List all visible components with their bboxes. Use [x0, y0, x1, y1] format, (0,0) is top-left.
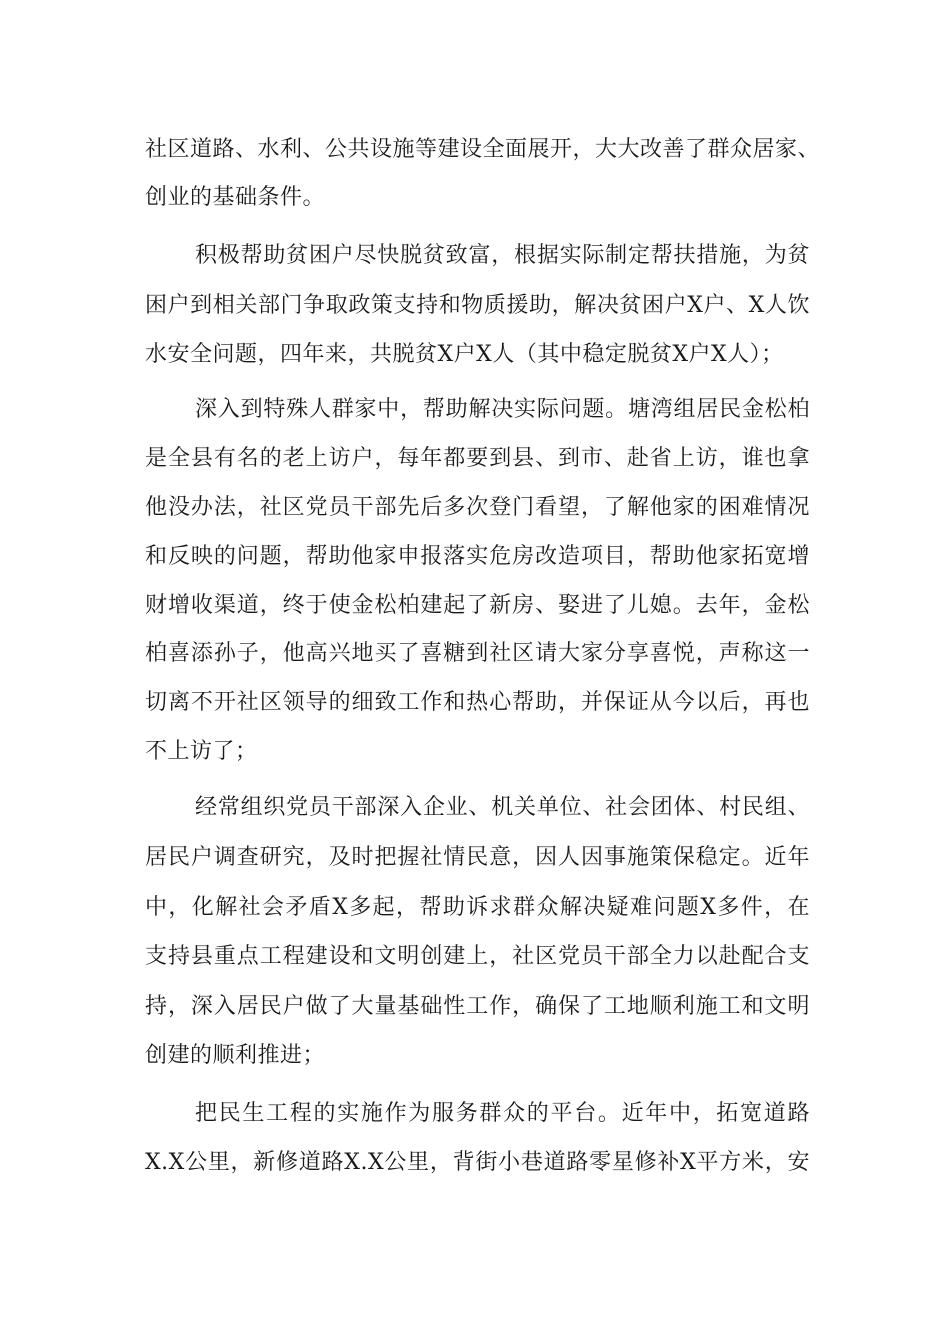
paragraph-first-line: 深入到特殊人群家中，帮助解决实际问题。塘湾组居民金松柏 — [195, 397, 810, 422]
text-line: 社区道路、水利、公共设施等建设全面展开，大大改善了群众居家、 — [145, 137, 821, 162]
text-line: 持，深入居民户做了大量基础性工作，确保了工地顺利施工和文明 — [145, 994, 810, 1019]
text-line: 是全县有名的老上访户，每年都要到县、到市、赴省上访，谁也拿 — [145, 446, 810, 471]
text-line: 水安全问题，四年来，共脱贫X户X人（其中稳定脱贫X户X人）； — [145, 342, 784, 367]
text-line: 他没办法，社区党员干部先后多次登门看望，了解他家的困难情况 — [145, 495, 810, 520]
text-line: 和反映的问题，帮助他家申报落实危房改造项目，帮助他家拓宽增 — [145, 544, 810, 569]
text-line: 切离不开社区领导的细致工作和热心帮助，并保证从今以后，再也 — [145, 690, 810, 715]
text-line: 创建的顺利推进； — [145, 1043, 326, 1068]
text-line: 中，化解社会矛盾X多起，帮助诉求群众解决疑难问题X多件，在 — [145, 895, 810, 920]
text-line: 柏喜添孙子，他高兴地买了喜糖到社区请大家分享喜悦，声称这一 — [145, 641, 810, 666]
text-line: 支持县重点工程建设和文明创建上，社区党员干部全力以赴配合支 — [145, 944, 810, 969]
text-line: 财增收渠道，终于使金松柏建起了新房、娶进了儿媳。去年，金松 — [145, 593, 810, 618]
paragraph-first-line: 把民生工程的实施作为服务群众的平台。近年中，拓宽道路 — [195, 1101, 810, 1126]
text-line: 困户到相关部门争取政策支持和物质援助，解决贫困户X户、X人饮 — [145, 293, 810, 318]
paragraph-first-line: 积极帮助贫困户尽快脱贫致富，根据实际制定帮扶措施，为贫 — [195, 243, 810, 268]
text-line: X.X公里，新修道路X.X公里，背街小巷道路零星修补X平方米，安 — [145, 1150, 810, 1175]
text-line: 居民户调查研究，及时把握社情民意，因人因事施策保稳定。近年 — [145, 845, 810, 870]
text-line: 不上访了； — [145, 739, 258, 764]
paragraph-first-line: 经常组织党员干部深入企业、机关单位、社会团体、村民组、 — [195, 795, 810, 820]
text-line: 创业的基础条件。 — [145, 185, 326, 210]
